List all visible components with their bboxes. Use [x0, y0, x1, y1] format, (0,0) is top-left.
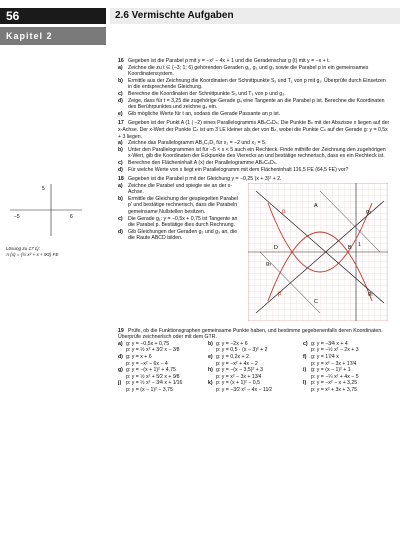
task17-item-c: c) Berechne den Flächeninhalt A (x) der Parallelogramme ABₙCₙDₙ. [118, 159, 278, 166]
task19-item-b: b) g: y = −2x + 6 p: y = 0,5 · (x − 3)² + 2 [208, 340, 268, 354]
task19-item-d: d) g: y = x + 6 p: y = −x² − 6x − 4 [118, 354, 168, 367]
task18-item-a: a) Zeichne die Parabel und spiegle sie an der x-Achse. [118, 182, 233, 196]
label-g1: g₁ [368, 290, 373, 297]
task19-item-e: e) g: y = 0,2x + 2 p: y = −x² + 4x − 2 [208, 354, 258, 367]
task-18 [118, 176, 390, 325]
task17-item-a: a) Zeichne das Parallelogramm AB₁C₁D₁ für x₁ = −2 und x₂ = 5. [118, 140, 267, 147]
task-intro: Prüfe, ob die Funktionsgraphen gemeinsame Punkte haben, und bestimme gegebenenfalls deren Koordinaten. Überprüfe zeichnerisch oder mit dem GTR. [118, 327, 383, 341]
task-19 [118, 328, 390, 394]
task19-item-i: i) g: y = (x − 1)² + 1 p: y = −¼ x² + 4x − 5 [303, 367, 359, 380]
task19-item-l: l) p: y = −x² − x + 3,25 p: y = x² + 3x + 3,75 [303, 380, 358, 394]
label-B: B [348, 244, 352, 251]
page-number: 56 [0, 8, 106, 24]
task-number: 19 [118, 327, 124, 334]
task16-item-e: e) Gib mögliche Werte für t an, sodass die Gerade Passante an p ist. [118, 110, 281, 117]
task16-item-a: a) Zeichne die zu t ∈ {−3; 1; 6} gehörenden Geraden g₁, g₂ und g₃ sowie die Parabel p in ein gemeinsames Koordinatensystem. [118, 64, 369, 78]
task19-item-a: a) g: y = −0,5x + 0,75 p: y = ½ x² + 3⁄2 x − 3⁄8 [118, 340, 180, 354]
tick-6: 6 [70, 214, 73, 220]
label-A: A [314, 202, 318, 209]
task19-grid [118, 341, 390, 394]
task17-item-d: d) Für welche Werte von x liegt ein Parallelogramm mit dem Flächeninhalt 116,5 FE (64,5 FE) vor? [118, 166, 349, 173]
task-content [118, 58, 390, 397]
task-intro: Gegeben ist der Punkt A (1 | −2) eines Parallelogramms ABₙCₙDₙ. Die Punkte Bₙ mit der Abszisse x liegen auf der x-Achse. Der x-Wert der Punkte Cₙ ist um 3 LE kleiner als der von Bₙ, wobei die Punkte Cₙ auf der Gerade g: y = 0,5x + 3 liegen. [118, 120, 390, 140]
label-p: p [282, 208, 286, 215]
task19-item-h: h) g: y = −(x − 3,5)² + 3 p: y = x² − 3x + 13⁄4 [208, 367, 263, 380]
task16-item-c: c) Berechne die Koordinaten der Schnittpunkte S₃ und T₃ von p und g₃. [118, 90, 286, 97]
task-number: 16 [118, 58, 124, 64]
task18-item-b: b) Ermittle die Gleichung der gespiegelten Parabel p' und bestätige rechnerisch, dass die Parabeln gemeinsame Nullstellen besitzen. [118, 195, 238, 216]
solution-formula: A (x) = (½ x² + x + 9⁄2) FE [6, 252, 59, 257]
label-g2: g₂ [366, 208, 372, 215]
task18-graph [248, 183, 388, 321]
task-17 [118, 120, 390, 173]
task17-item-b: b) Unter den Parallelogrammen ist für −5 < x < 5 auch ein Rechteck. Finde mithilfe der Zeichnung den zugehörigen x-Wert, gib die Koordinaten der Eckpunkte des Vierecks an und bestätige rechnerisch, dass es ein Rechteck ist. [118, 146, 386, 160]
label-D: D [274, 244, 278, 251]
task18-item-d: d) Gib Gleichungen der Geraden g₂ und g₃ an, die die Raute ABCD bilden. [118, 228, 238, 242]
task-intro: Gegeben ist die Parabel p mit der Gleichung y = −0,25 (x + 3)² + 2. [128, 176, 282, 183]
chapter-label: Kapitel 2 [0, 27, 106, 45]
solution-title: Lösung zu 17 c): [6, 246, 40, 251]
label-C: C [314, 298, 318, 305]
tick-minus-5: −5 [14, 214, 20, 220]
label-one: 1 [358, 241, 361, 248]
task-number: 17 [118, 120, 124, 127]
task19-item-c: c) g: y = −3⁄4 x + 4 p: y = −½ x² − 2x + 3 [303, 340, 359, 354]
label-p-prime: p' [278, 290, 283, 297]
task18-item-c: c) Die Gerade g₁: y = −0,5x + 0,75 ist Tangente an die Parabel p. Bestätige dies durch Rechnung. [118, 215, 238, 229]
task-number: 18 [118, 176, 124, 183]
task16-item-d: d) Zeige, dass für t = 3,25 die zugehörige Gerade g₄ eine Tangente an die Parabel p ist. Berechne die Koordinaten des Berührpunktes und zeichne g₄ ein. [118, 97, 385, 111]
task19-item-g: g) g: y = −(x + 1)² + 4,75 p: y = ½ x² + 5⁄2 x + 9⁄8 [118, 367, 180, 380]
solution-hint [6, 246, 106, 258]
task19-item-f: f) g: y = 17⁄4 x p: y = x² − 3x + 17⁄4 [303, 354, 357, 367]
task19-item-j: j) p: y = ½ x² − 3⁄4 x + 1⁄16 p: y = (x − 1)² − 3,75 [118, 380, 183, 394]
task-intro: Gegeben ist die Parabel p mit y = −x² − 4x + 1 und die Geradenschar g (t) mit y = −x + t. [128, 58, 330, 64]
section-title: 2.6 Vermischte Aufgaben [110, 8, 400, 24]
task19-item-k: k) p: y = (x + 1)² − 0,5 p: y = −3⁄2 x² − 4x − 11⁄2 [208, 380, 273, 394]
task17-side-sketch [6, 180, 86, 240]
task16-item-b: b) Ermittle aus der Zeichnung die Koordinaten der Schnittpunkte S₁ und T₁ von p mit g₁. Überprüfe durch Einsetzen in die entsprechende Gleichung. [118, 77, 386, 91]
tick-5: 5 [42, 186, 45, 192]
label-g3: g₃ [266, 260, 272, 267]
task-16 [118, 58, 390, 117]
